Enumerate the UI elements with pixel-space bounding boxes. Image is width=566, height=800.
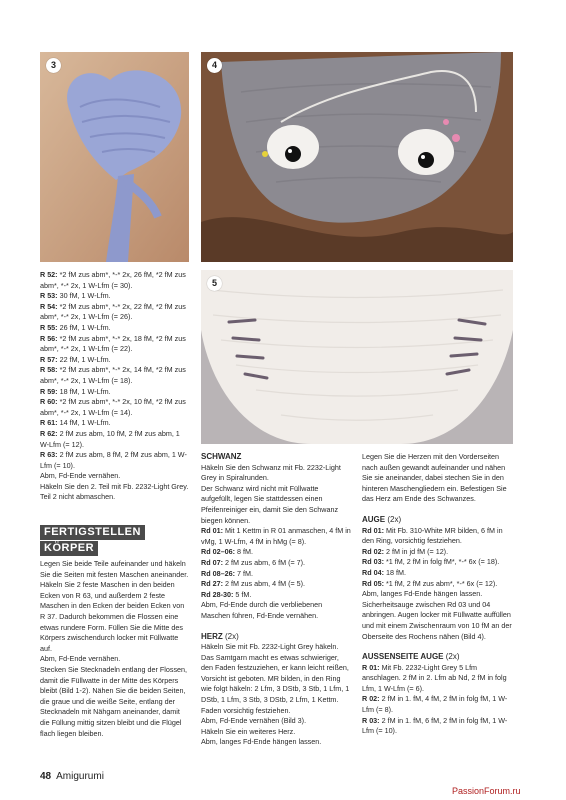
row-text: 8 fM.: [234, 547, 253, 557]
row-text: *2 fM zus abm*, *-* 2x, 10 fM, *2 fM zus abm*, *-* 2x, 1 W-Lfm (= 14).: [40, 397, 186, 417]
herz-title: HERZ: [201, 631, 223, 641]
row-line: [40, 450, 190, 471]
row-line: [40, 323, 190, 334]
row-line: [362, 589, 514, 642]
row-key: Rd 01:: [201, 526, 223, 536]
row-text: *2 fM zus abm*, *-* 2x, 18 fM, *2 fM zus abm*, *-* 2x, 1 W-Lfm (= 22).: [40, 333, 186, 354]
page-number: 48: [40, 771, 52, 782]
row-text: *2 fM zus abm*, *-* 2x, 14 fM, *2 fM zus abm*, *-* 2x, 1 W-Lfm (= 18).: [40, 365, 186, 385]
auge-size: (2x): [387, 514, 402, 524]
row-key: Rd 03:: [362, 557, 384, 567]
row-key: R 56:: [40, 333, 58, 343]
row-text: *2 fM zus abm*, *-* 2x, 26 fM, *2 fM zus abm*, *-* 2x, 1 W-Lfm (= 30).: [40, 270, 186, 290]
row-key: Rd 02:: [362, 546, 384, 556]
row-key: R 62:: [40, 428, 58, 438]
row-key: Rd 05:: [362, 578, 384, 588]
row-line: [40, 365, 190, 386]
row-line: [201, 569, 351, 580]
row-key: R 01:: [362, 662, 380, 672]
auge-title: AUGE: [362, 514, 386, 524]
row-key: R 60:: [40, 397, 58, 407]
middle-column: [201, 452, 351, 748]
row-line: [40, 482, 190, 503]
row-text: Häkeln Sie den 2. Teil mit Fb. 2232-Light Grey. Teil 2 nicht abmaschen.: [40, 481, 189, 502]
row-line: [40, 429, 190, 450]
section-head-herz: [201, 632, 351, 643]
section-head-schwanz: SCHWANZ: [201, 452, 242, 461]
row-text: 2 fM in 1. fM, 4 fM, 2 fM in folg fM, 1 W-Lfm (= 8).: [362, 694, 508, 715]
photo-5: [201, 270, 513, 444]
row-text: 18 fM, 1 W-Lfm.: [57, 386, 111, 396]
left-column: [40, 270, 190, 739]
row-text: 2 fM zus abm, 8 fM, 2 fM zus abm, 1 W-Lfm (= 10).: [40, 450, 187, 470]
row-line: [201, 547, 351, 558]
row-line: [362, 716, 514, 737]
row-line: [40, 471, 190, 482]
stingray-top-illustration: [201, 52, 513, 262]
row-key: R 53:: [40, 291, 58, 301]
row-text: 26 fM, 1 W-Lfm.: [57, 322, 111, 332]
row-key: Rd 28-30:: [201, 589, 234, 599]
row-text: 5 fM.: [233, 589, 252, 599]
row-text: 2 fM zus abm, 6 fM (= 7).: [222, 557, 306, 567]
page-footer: [40, 771, 104, 782]
row-key: R 54:: [40, 301, 58, 311]
row-key: R 52:: [40, 270, 58, 279]
row-text: *1 fM, 2 fM zus abm*, *-* 6x (= 12).: [383, 578, 498, 588]
row-key: R 58:: [40, 365, 58, 375]
row-text: Abm, Fd-Ende durch die verbliebenen Maschen führen, Fd-Ende vernähen.: [201, 600, 323, 620]
right-column: [362, 452, 514, 737]
photo-badge: 3: [46, 58, 61, 73]
row-text: 2 fM zus abm, 10 fM, 2 fM zus abm, 1 W-Lfm (= 12).: [40, 428, 180, 449]
schwanz-intro: Häkeln Sie den Schwanz mit Fb. 2232-Light Grey in Spiralrunden. Der Schwanz wird nicht mit Füllwatte aufgefüllt, legen Sie stattdessen einen Pfeifenreiniger ein, damit Sie den Schwanz biegen können.: [201, 462, 341, 525]
row-key: Rd 08–26:: [201, 568, 235, 578]
aussen-size: (2x): [445, 652, 460, 662]
stingray-underside-illustration: [201, 270, 513, 444]
row-line: [40, 270, 190, 291]
row-line: [362, 547, 514, 558]
aussen-title: AUSSENSEITE AUGE: [362, 652, 444, 662]
row-line: [40, 355, 190, 366]
row-key: Rd 02–06:: [201, 547, 235, 557]
row-text: 22 fM, 1 W-Lfm.: [57, 354, 111, 364]
row-line: [362, 526, 514, 547]
row-text: *2 fM zus abm*, *-* 2x, 22 fM, *2 fM zus abm*, *-* 2x, 1 W-Lfm (= 26).: [40, 301, 186, 322]
row-key: R 03:: [362, 715, 380, 725]
row-line: [362, 694, 514, 715]
row-line: [40, 291, 190, 302]
row-line: [40, 302, 190, 323]
row-key: Rd 27:: [201, 579, 223, 589]
row-line: [40, 387, 190, 398]
row-key: R 63:: [40, 450, 58, 460]
row-text: 2 fM zus abm, 4 fM (= 5).: [222, 579, 306, 589]
row-line: [362, 557, 514, 568]
magazine-name: Amigurumi: [56, 771, 104, 782]
row-text: Abm, langes Fd-Ende hängen lassen. Sicherheitsauge zwischen Rd 03 und 04 anbringen. Augen locker mit Füllwatte auffüllen und mit einem Zwischenraum von 10 fM an der Oberseite des Rochens nähen (Bild 4).: [362, 589, 512, 641]
row-key: R 59:: [40, 386, 58, 396]
row-line: [201, 590, 351, 601]
watermark: PassionForum.ru: [452, 786, 521, 796]
row-text: 2 fM in 1. fM, 6 fM, 2 fM in folg fM, 1 W-Lfm (= 10).: [362, 715, 508, 736]
row-line: [201, 526, 351, 547]
section-banner-fertigstellen: FERTIGSTELLEN: [40, 525, 145, 540]
row-text: Mit Fb. 310-White MR bilden, 6 fM in den Ring, vorsichtig festziehen.: [362, 525, 503, 546]
section-head-auge: [362, 515, 514, 526]
row-key: R 61:: [40, 418, 58, 428]
photo-3: [40, 52, 189, 262]
row-line: [40, 397, 190, 418]
row-key: R 55:: [40, 322, 58, 332]
row-text: Abm, Fd-Ende vernähen.: [40, 471, 121, 481]
row-line: [362, 579, 514, 590]
row-line: [362, 663, 514, 695]
row-text: Mit 1 Kettm in R 01 anmaschen, 4 fM in vMg, 1 W-Lfm, 4 fM in hMg (= 8).: [201, 526, 351, 546]
row-line: [201, 558, 351, 569]
row-text: 30 fM, 1 W-Lfm.: [57, 291, 111, 301]
row-key: Rd 04:: [362, 567, 384, 577]
row-line: [40, 334, 190, 355]
row-line: [201, 600, 351, 621]
row-key: Rd 07:: [201, 557, 223, 567]
row-line: [40, 418, 190, 429]
row-key: R 02:: [362, 694, 380, 704]
row-text: 7 fM.: [234, 568, 253, 578]
herz-body: Häkeln Sie mit Fb. 2232-Light Grey häkeln. Das Samtgarn macht es etwas schwieriger, den Faden festzuziehen, er kann leicht reißen, Vorsicht ist geboten. MR bilden, in den Ring wie folgt häkeln: 2 Lfm, 3 DStb, 3 Stb, 1 Lfm, 1 DStb, 1 Lfm, 3 Stb, 3 DStb, 2 Lfm, 1 Kettm. Faden vorsichtig festziehen. Abm, Fd-Ende vernähen (Bild 3). Häkeln Sie ein weiteres Herz. Abm, langes Fd-Ende hängen lassen.: [201, 642, 350, 747]
row-text: 14 fM, 1 W-Lfm.: [57, 418, 111, 428]
fertigstellen-body: Legen Sie beide Teile aufeinander und häkeln Sie die Seiten mit festen Maschen aneinander. Häkeln Sie 2 feste Maschen in den beiden Ecken von R 63, und außerdem 2 feste Maschen in den Ecken der beiden Ecken von R 37. Dadurch bekommen die Flossen eine etwas rundere Form. Füllen Sie die Mitte des Körpers zwischendurch locker mit Füllwatte auf. Abm, Fd-Ende vernähen. Stecken Sie Stecknadeln entlang der Flossen, damit die Füllwatte in der Mitte des Körpers bleibt (Bild 1-2). Nähen Sie die beiden Seiten, die graue und die weiße Seite, entlang der Stecknadeln mit Nähgarn aneinander, damit die Füllung mittig sitzen bleibt und die Flügel flach liegen bleiben.: [40, 559, 189, 738]
photo-4: [201, 52, 513, 262]
row-text: 2 fM in jd fM (= 12).: [383, 546, 449, 556]
row-line: [362, 568, 514, 579]
section-banner-koerper: KÖRPER: [40, 541, 98, 556]
row-key: R 57:: [40, 354, 58, 364]
fertigstellen-section: [40, 525, 190, 739]
blue-heart-illustration: [40, 52, 189, 262]
row-text: *1 fM, 2 fM in folg fM*, *-* 6x (= 18).: [383, 557, 500, 567]
section-head-aussenseite: [362, 652, 514, 663]
photo-badge: 5: [207, 276, 222, 291]
herz-join-text: Legen Sie die Herzen mit den Vorderseiten nach außen gewandt aufeinander und nähen Sie sie aneinander, dabei stechen Sie in den hinteren Maschengliedern ein. Befestigen Sie das Herz am Ende des Schwanzes.: [362, 452, 507, 504]
row-list: [40, 270, 190, 503]
photo-badge: 4: [207, 58, 222, 73]
row-key: Rd 01:: [362, 525, 384, 535]
herz-size: (2x): [225, 631, 239, 641]
row-text: Mit Fb. 2232-Light Grey 5 Lfm anschlagen. 2 fM in 2. Lfm ab Nd, 2 fM in folg Lfm, 1 W-Lfm (= 6).: [362, 662, 507, 693]
row-text: 18 fM.: [383, 567, 406, 577]
row-line: [201, 579, 351, 590]
